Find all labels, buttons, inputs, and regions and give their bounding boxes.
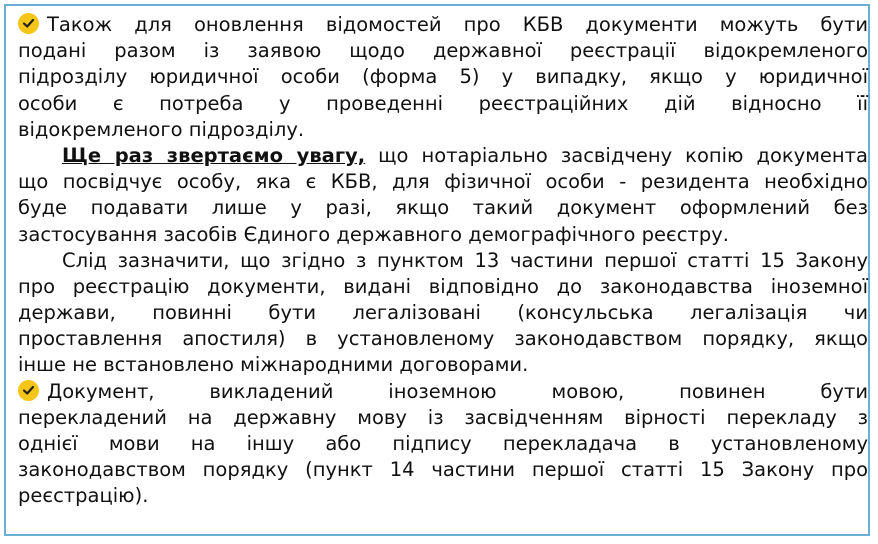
p4-line-3: однієї мови на іншу або підпису перекладача в установленому — [18, 432, 868, 455]
p3-line-2: про реєстрацію документи, видані відповідно до законодавства іноземної — [18, 274, 868, 298]
p1-line-1: Також для оновлення відомостей про КБВ документи можуть бути — [18, 12, 868, 38]
p3-line-3: держави, повинні бути легалізовані (консульська легалізація чи — [18, 301, 868, 325]
p4-line-1: Документ, викладений іноземною мовою, повинен бути — [18, 379, 868, 405]
p3-line-5: інше не встановлено міжнародними договорами. — [18, 353, 529, 377]
p1-line-5: відокремленого підрозділу. — [18, 117, 305, 141]
p1-line-3: підрозділу юридичної особи (форма 5) у випадку, якщо у юридичної — [18, 65, 868, 89]
document-frame — [4, 4, 870, 536]
document-content — [18, 12, 868, 510]
checkmark-icon — [18, 380, 39, 401]
p3-line-1: Слід зазначити, що згідно з пунктом 13 частини першої статті 15 Закону — [62, 248, 868, 272]
p2-line-3: буде подавати лише у разі, якщо такий документ оформлений без — [18, 196, 868, 220]
p4-line-2: перекладений на державну мову із засвідченням вірності перекладу з — [18, 405, 868, 429]
emphasis-text: Ще раз звертаємо увагу, — [62, 143, 366, 167]
p4-line-5: реєстрацію). — [18, 484, 149, 508]
p3-line-4: проставлення апостиля) в установленому законодавством порядку, якщо — [18, 327, 868, 351]
checkmark-icon — [18, 13, 39, 34]
p2-line-2: що посвідчує особу, яка є КБВ, для фізичної особи - резидента необхідно — [18, 170, 868, 194]
p2-line-4: застосування засобів Єдиного державного демографічного реєстру. — [18, 222, 729, 246]
p1-line-4: особи є потреба у проведенні реєстраційних дій відносно її — [18, 91, 868, 115]
p1-line-2: подані разом із заявою щодо державної реєстрації відокремленого — [18, 39, 868, 63]
p4-line-4: законодавством порядку (пункт 14 частини першої статті 15 Закону про — [18, 458, 868, 482]
p2-line-1: Ще раз звертаємо увагу, що нотаріально засвідчену копію документа — [62, 143, 868, 167]
